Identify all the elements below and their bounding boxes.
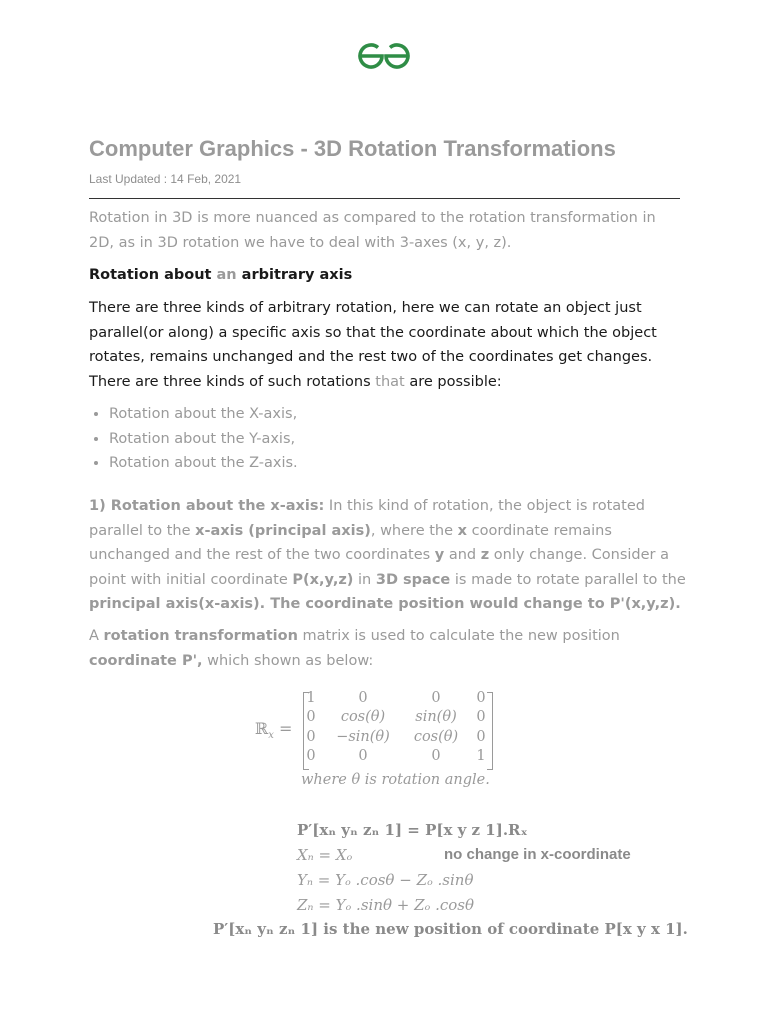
- equation-conclusion: P′[xₙ yₙ zₙ 1] is the new position of coordinate P[x y x 1].: [213, 920, 688, 938]
- matrix-right-bracket: [487, 692, 493, 770]
- matrix-cell: 0: [476, 690, 486, 706]
- intro-line: 2D, as in 3D rotation we have to deal with 3-axes (x, y, z).: [89, 234, 512, 251]
- title-divider: [89, 198, 680, 199]
- section-heading: Rotation about an arbitrary axis: [89, 267, 353, 283]
- matrix-cell: 0: [358, 748, 368, 764]
- intro-paragraph: [89, 206, 689, 255]
- matrix-cell: 1: [476, 748, 486, 764]
- matrix-cell: cos(θ): [340, 709, 386, 725]
- matrix-caption: where θ is rotation angle.: [301, 772, 490, 788]
- matrix-cell: 0: [306, 729, 316, 745]
- equation-x: Xₙ = Xₒ: [297, 846, 353, 864]
- equation-y: Yₙ = Yₒ .cosθ − Zₒ .sinθ: [297, 871, 474, 889]
- matrix-intro-paragraph: A rotation transformation matrix is used to calculate the new position coordinate P', which shown as below:: [89, 628, 620, 669]
- matrix-cell: 0: [431, 748, 441, 764]
- matrix-cell: cos(θ): [413, 729, 459, 745]
- matrix-cell: 0: [431, 690, 441, 706]
- last-updated: Last Updated : 14 Feb, 2021: [89, 172, 242, 186]
- equation-z: Zₙ = Yₒ .sinθ + Zₒ .cosθ: [297, 896, 475, 914]
- list-item: • Rotation about the Z-axis.: [109, 451, 298, 476]
- matrix-cell: 0: [476, 729, 486, 745]
- matrix-cell: 0: [306, 748, 316, 764]
- list-item: • Rotation about the X-axis,: [109, 402, 298, 427]
- matrix-cell: 1: [306, 690, 316, 706]
- intro-line: Rotation in 3D is more nuanced as compared to the rotation transformation in: [89, 210, 656, 226]
- list-item: • Rotation about the Y-axis,: [109, 427, 298, 452]
- matrix-cell: 0: [306, 709, 316, 725]
- equation-transform: P′[xₙ yₙ zₙ 1] = P[x y z 1].Rₓ: [297, 821, 528, 839]
- matrix-cell: −sin(θ): [336, 729, 390, 745]
- x-axis-rotation-paragraph: 1) Rotation about the x-axis: In this kind of rotation, the object is rotated parallel to the x-axis (principal axis), where the x coordinate remains unchanged and the rest of the two coordinates y and z only change. Consider a point with initial coordinate P(x,y,z) in 3D space is made to rotate parallel to the principal axis(x-axis). The coordinate position would change to P'(x,y,z).: [89, 498, 686, 612]
- matrix-cell: 0: [358, 690, 368, 706]
- equation-x-note: no change in x-coordinate: [444, 846, 631, 863]
- article-title: Computer Graphics - 3D Rotation Transformations: [89, 136, 616, 161]
- rotation-matrix: [303, 690, 493, 768]
- rotation-kinds-list: [89, 402, 298, 476]
- matrix-cell: sin(θ): [415, 709, 457, 725]
- matrix-cell: 0: [476, 709, 486, 725]
- matrix-lhs: ℝ$_x$ =: [255, 719, 293, 742]
- geeksforgeeks-logo-icon[interactable]: [357, 42, 411, 70]
- arbitrary-rotation-paragraph: There are three kinds of arbitrary rotation, here we can rotate an object just parallel(or along) a specific axis so that the coordinate about which the object rotates, remains unchanged and the rest two of the coordinates get changes. There are three kinds of such rotations that are possible:: [89, 300, 657, 390]
